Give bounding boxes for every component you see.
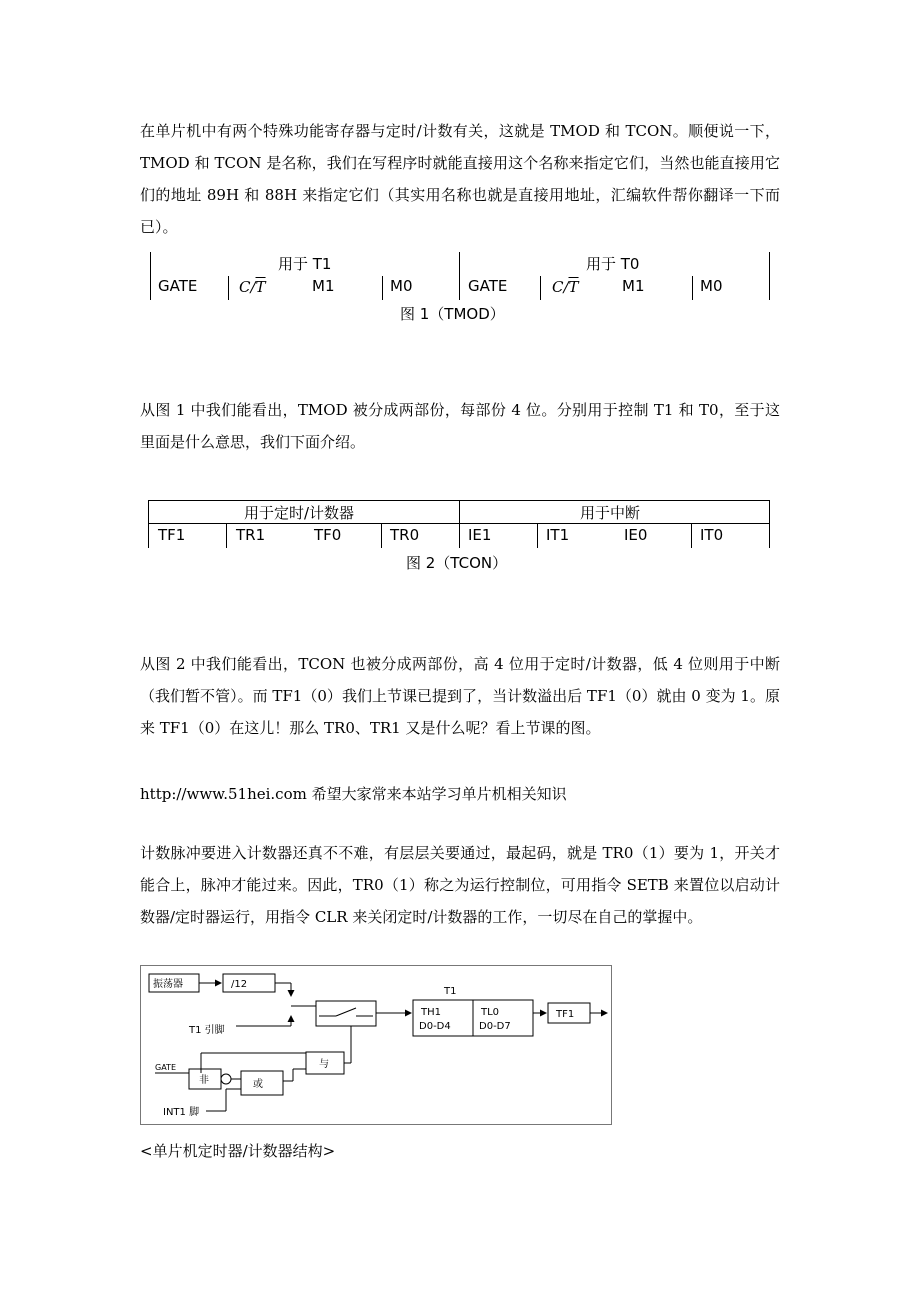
fig1-bit-gate: GATE [158, 277, 198, 295]
fig2-bit: TR1 [236, 526, 266, 544]
fig1-divider [459, 252, 460, 300]
fig2-bit: IE1 [468, 526, 492, 544]
fig2-bit: TR0 [390, 526, 420, 544]
tl0-bits: D0-D7 [479, 1021, 511, 1032]
or-label: 或 [253, 1079, 263, 1090]
fig2-border-right [769, 500, 770, 548]
fig2-divider [459, 500, 460, 548]
fig2-bit: TF0 [314, 526, 342, 544]
int1-label: INT1 脚 [163, 1107, 200, 1118]
tcon-register-figure [148, 500, 772, 580]
fig1-bit-m1: M1 [312, 277, 335, 295]
fig2-bit: IT1 [546, 526, 570, 544]
fig1-sep [382, 276, 383, 300]
tcon-paragraph: 从图 2 中我们能看出，TCON 也被分成两部份，高 4 位用于定时/计数器，低 4 位则用于中断（我们暂不管）。而 TF1（0）我们上节课已提到了，当计数溢出后 TF1（0）就由 0 变为 1。原来 TF1（0）在这儿！那么 TR0、TR1 又是什么呢？看上节课的图。 [140, 655, 780, 737]
t1pin-label: T1 引脚 [189, 1025, 225, 1036]
fig2-sep [537, 523, 538, 548]
tr-paragraph: 计数脉冲要进入计数器还真不不难，有层层关要通过，最起码，就是 TR0（1）要为 1，开关才能合上，脉冲才能过来。因此，TR0（1）称之为运行控制位，可用指令 SETB 来置位以启动计数器/定时器运行，用指令 CLR 来关闭定时/计数器的工作，一切尽在自己的掌握中。 [140, 844, 780, 926]
fig1-bit-gate: GATE [468, 277, 508, 295]
fig1-bit-ct: $C/\overline{T}$ [552, 278, 579, 296]
intro-paragraph: 在单片机中有两个特殊功能寄存器与定时/计数有关，这就是 TMOD 和 TCON。顺便说一下，TMOD 和 TCON 是名称，我们在写程序时就能直接用这个名称来指定它们，当然也能直接用它们的地址 89H 和 88H 来指定它们（其实用名称也就是直接用地址，汇编软件帮你翻译一下而已）。 [140, 122, 780, 236]
fig1-sep [228, 276, 229, 300]
tmod-register-figure [140, 250, 780, 330]
fig1-caption: 图 1（TMOD） [400, 305, 505, 323]
fig2-bit: IT0 [700, 526, 724, 544]
fig1-bit-ct: $C/\overline{T}$ [239, 278, 266, 296]
fig1-bit-m1: M1 [622, 277, 645, 295]
fig2-caption: 图 2（TCON） [406, 554, 508, 572]
fig1-sep [692, 276, 693, 300]
div12-label: /12 [231, 979, 248, 990]
fig2-group-timer: 用于定时/计数器 [244, 504, 355, 522]
site-url-line: http://www.51hei.com 希望大家常来本站学习单片机相关知识 [140, 785, 567, 803]
tmod-paragraph: 从图 1 中我们能看出，TMOD 被分成两部份，每部份 4 位。分别用于控制 T1 和 T0，至于这里面是什么意思，我们下面介绍。 [140, 401, 780, 451]
and-label: 与 [319, 1059, 329, 1070]
fig1-border-left [150, 252, 151, 300]
fig1-bit-m0: M0 [700, 277, 723, 295]
switch-box [316, 1001, 376, 1026]
th1-bits: D0-D4 [419, 1021, 451, 1032]
gate-label: GATE [155, 1063, 176, 1072]
fig1-sep [540, 276, 541, 300]
timer-structure-diagram [140, 965, 612, 1125]
fig2-border-left [148, 500, 149, 548]
fig1-bit-m0: M0 [390, 277, 413, 295]
fig2-group-int: 用于中断 [580, 504, 641, 522]
fig1-group-t0: 用于 T0 [586, 255, 640, 273]
tf1-label: TF1 [556, 1009, 575, 1020]
not-label: 非 [199, 1075, 209, 1086]
th1-label: TH1 [421, 1007, 441, 1018]
diagram-caption: <单片机定时器/计数器结构> [140, 1142, 336, 1160]
fig2-sep [381, 523, 382, 548]
osc-label: 振荡器 [153, 979, 183, 990]
tl0-label: TL0 [481, 1007, 500, 1018]
fig2-bit: TF1 [158, 526, 186, 544]
fig2-sep [226, 523, 227, 548]
fig2-sep [691, 523, 692, 548]
t1-label: T1 [444, 986, 457, 997]
fig1-border-right [769, 252, 770, 300]
fig2-bit: IE0 [624, 526, 648, 544]
fig1-group-t1: 用于 T1 [278, 255, 332, 273]
